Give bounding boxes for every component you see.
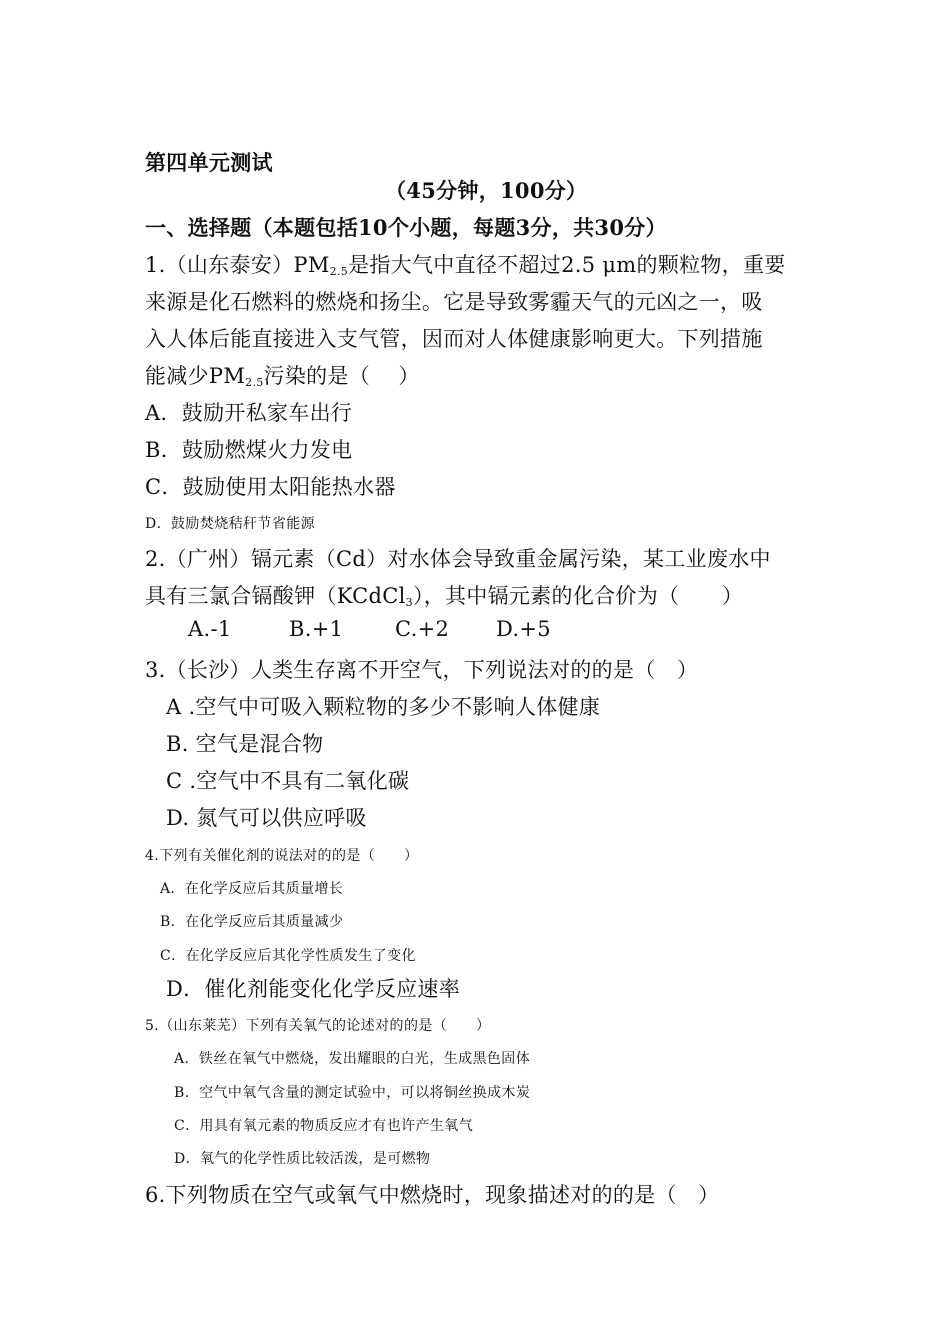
question-3-stem: 3.（长沙）人类生存离不开空气，下列说法对的的是（ ） <box>145 658 699 682</box>
question-1-option-d: D．鼓励焚烧秸秆节省能源 <box>145 516 316 532</box>
question-2-option-a: A.-1 <box>188 617 232 641</box>
question-2-option-c: C.+2 <box>395 617 450 641</box>
question-2-options <box>188 617 551 641</box>
question-1-line-4: 能减少$PM_{2.5}$污染的是（ ） <box>145 364 420 389</box>
question-4-option-d: D．催化剂能变化化学反应速率 <box>166 977 461 1001</box>
question-1-line-1: 1.（山东泰安）$PM_{2.5}$是指大气中直径不超过2.5 μm的颗粒物，重要 <box>145 253 786 278</box>
document-subtitle: （45分钟，100分） <box>385 178 588 203</box>
question-4-option-b: B．在化学反应后其质量减少 <box>160 914 344 930</box>
question-3-option-d: D. 氮气可以供应呼吸 <box>166 806 367 830</box>
question-1-option-c: C．鼓励使用太阳能热水器 <box>145 475 396 499</box>
question-3-option-c: C .空气中不具有二氧化碳 <box>166 769 410 793</box>
question-5-option-a: A．铁丝在氧气中燃烧，发出耀眼的白光，生成黑色固体 <box>174 1051 531 1067</box>
question-2-option-d: D.+5 <box>496 617 551 641</box>
question-5-option-b: B．空气中氧气含量的测定试验中，可以将铜丝换成木炭 <box>174 1085 531 1101</box>
question-4-option-c: C．在化学反应后其化学性质发生了变化 <box>160 948 416 964</box>
question-5-option-c: C．用具有氧元素的物质反应才有也许产生氧气 <box>174 1118 474 1134</box>
question-1-option-a: A．鼓励开私家车出行 <box>145 401 353 425</box>
question-4-stem: 4.下列有关催化剂的说法对的的是（ ） <box>145 848 419 864</box>
question-2-line-2: 具有三氯合镉酸钾（KCdCl$_3$），其中镉元素的化合价为（ ） <box>145 584 744 609</box>
question-4-option-a: A．在化学反应后其质量增长 <box>160 881 344 897</box>
document-title: 第四单元测试 <box>145 150 273 175</box>
section-heading: 一、选择题（本题包括10个小题，每题3分，共30分） <box>145 215 667 240</box>
question-3-option-a: A .空气中可吸入颗粒物的多少不影响人体健康 <box>166 695 601 719</box>
question-3-option-b: B. 空气是混合物 <box>166 732 324 756</box>
question-1-option-b: B．鼓励燃煤火力发电 <box>145 438 353 462</box>
question-6-stem: 6.下列物质在空气或氧气中燃烧时，现象描述对的的是（ ） <box>145 1183 720 1207</box>
question-1-line-2: 来源是化石燃料的燃烧和扬尘。它是导致雾霾天气的元凶之一，吸 <box>145 290 763 314</box>
question-2-option-b: B.+1 <box>289 617 344 641</box>
question-5-stem: 5.（山东莱芜）下列有关氧气的论述对的的是（ ） <box>145 1018 491 1034</box>
question-1-line-3: 入人体后能直接进入支气管，因而对人体健康影响更大。下列措施 <box>145 327 763 351</box>
question-2-line-1: 2.（广州）镉元素（Cd）对水体会导致重金属污染，某工业废水中 <box>145 547 771 571</box>
question-5-option-d: D．氧气的化学性质比较活泼，是可燃物 <box>174 1151 431 1167</box>
